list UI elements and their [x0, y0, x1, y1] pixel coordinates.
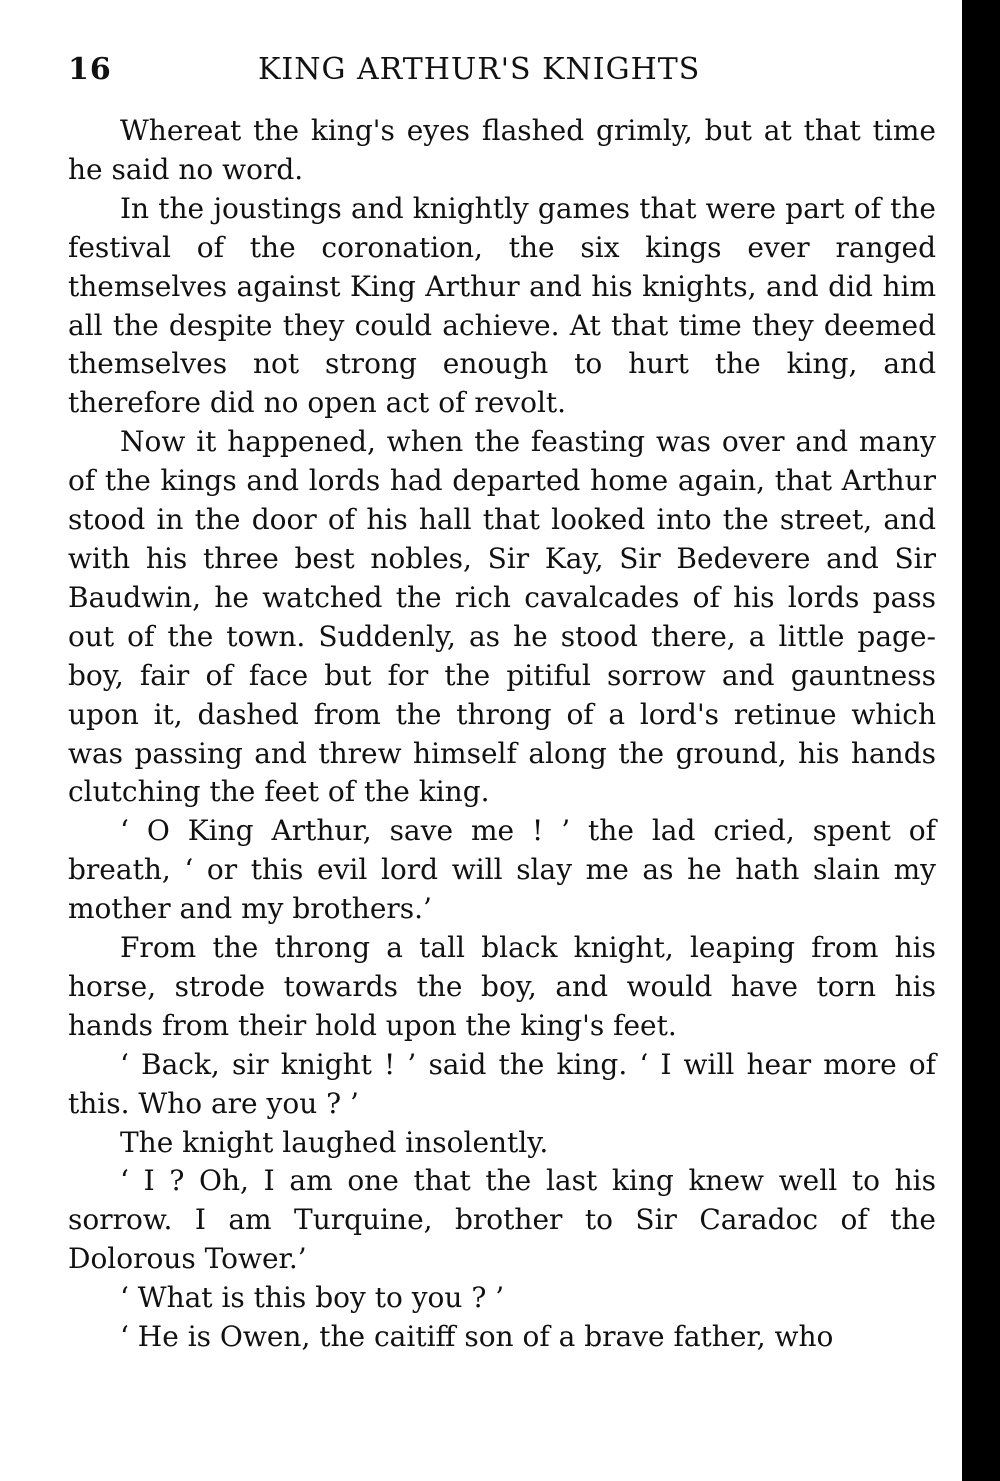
- paragraph: Whereat the king's eyes flashed grimly, but at that time he said no word.: [68, 114, 936, 186]
- paragraph: ‘ Back, sir knight ! ’ said the king. ‘ I will hear more of this. Who are you ? ’: [68, 1047, 936, 1120]
- paragraph: ‘ I ? Oh, I am one that the last king knew well to his sorrow. I am Turquine, brother to Sir Caradoc of the Dolorous Tower.’: [68, 1164, 936, 1276]
- paragraph: The knight laughed insolently.: [120, 1125, 549, 1159]
- page-header: [68, 52, 938, 100]
- running-title: KING ARTHUR'S KNIGHTS: [258, 52, 701, 87]
- body-text: [68, 112, 936, 1357]
- page-number: 16: [68, 52, 112, 87]
- scan-edge-shadow: [962, 0, 1000, 1481]
- paragraph: In the joustings and knightly games that were part of the festival of the coronation, the six kings ever ranged themselves against King Arthur and his knights, and did him all the despite they could achieve. At that time they deemed themselves not strong enough to hurt the king, and therefore did no open act of revolt.: [68, 191, 936, 420]
- paragraph: ‘ What is this boy to you ? ’: [120, 1281, 505, 1315]
- paragraph: Now it happened, when the feasting was over and many of the kings and lords had departed home again, that Arthur stood in the door of his hall that looked into the street, and with his three best nobles, Sir Kay, Sir Bedevere and Sir Baudwin, he watched the rich cavalcades of his lords pass out of the town. Suddenly, as he stood there, a little page-boy, fair of face but for the pitiful sorrow and gauntness upon it, dashed from the throng of a lord's retinue which was passing and threw himself along the ground, his hands clutching the feet of the king.: [68, 425, 936, 809]
- paragraph: ‘ He is Owen, the caitiff son of a brave father, who: [120, 1320, 834, 1354]
- paragraph: ‘ O King Arthur, save me ! ’ the lad cried, spent of breath, ‘ or this evil lord will slay me as he hath slain my mother and my brothers.’: [68, 814, 936, 926]
- paragraph: From the throng a tall black knight, leaping from his horse, strode towards the boy, and would have torn his hands from their hold upon the king's feet.: [68, 931, 936, 1042]
